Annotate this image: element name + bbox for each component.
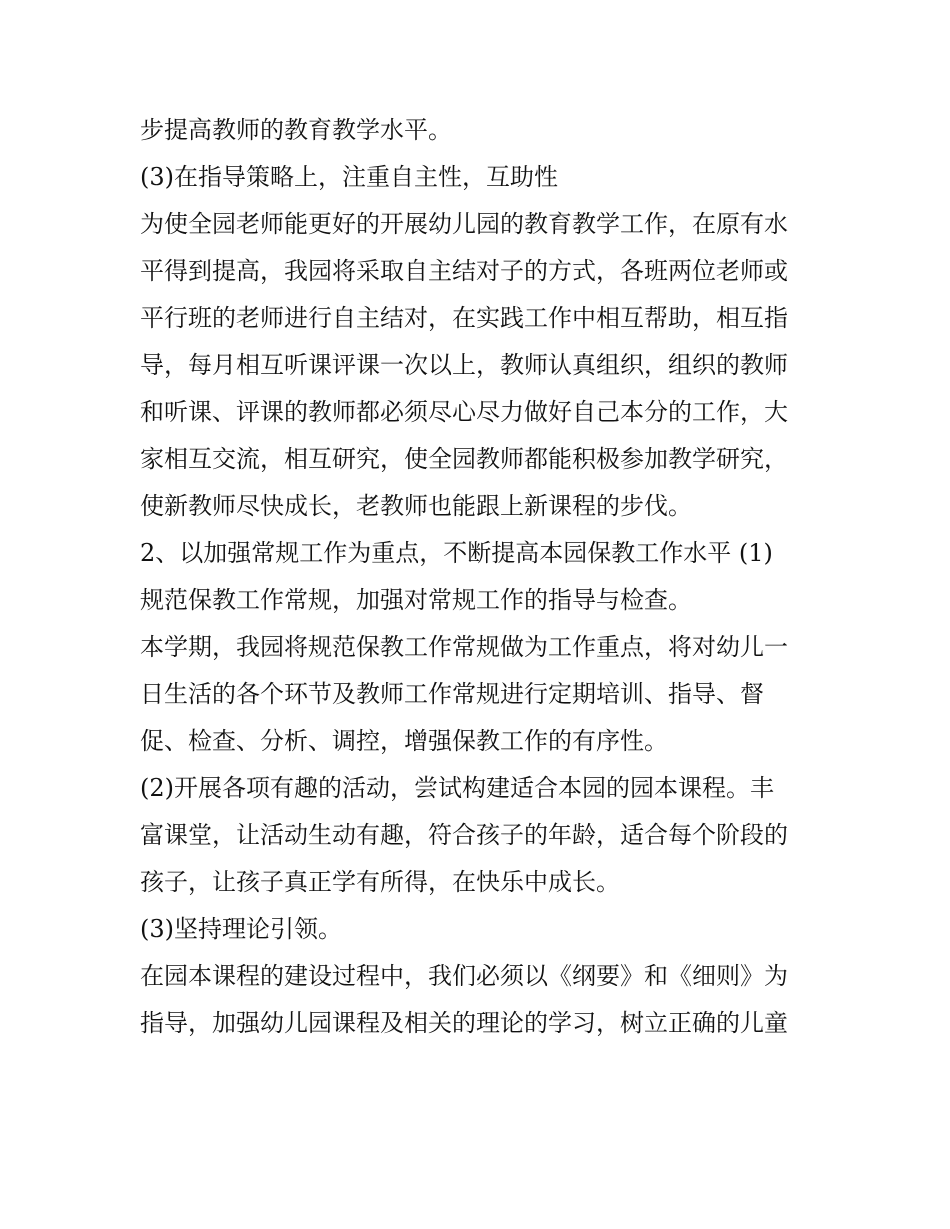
text-line: 步提高教师的教育教学水平。 bbox=[140, 116, 452, 144]
text-line: 平得到提高，我园将采取自主结对子的方式，各班两位老师或 bbox=[140, 257, 788, 285]
text-line: 家相互交流，相互研究，使全园教师都能积极参加教学研究， bbox=[140, 445, 788, 473]
text-line: (3)在指导策略上，注重自主性，互助性 bbox=[140, 163, 558, 191]
text-line: 促、检查、分析、调控，增强保教工作的有序性。 bbox=[140, 727, 668, 755]
text-line: 导，每月相互听课评课一次以上，教师认真组织，组织的教师 bbox=[140, 351, 788, 379]
text-line: 为使全园老师能更好的开展幼儿园的教育教学工作，在原有水 bbox=[140, 210, 788, 238]
text-line: 富课堂，让活动生动有趣，符合孩子的年龄，适合每个阶段的 bbox=[140, 821, 788, 849]
text-line: 和听课、评课的教师都必须尽心尽力做好自己本分的工作，大 bbox=[140, 398, 788, 426]
text-line: 使新教师尽快成长，老教师也能跟上新课程的步伐。 bbox=[140, 492, 692, 520]
text-line: 指导，加强幼儿园课程及相关的理论的学习，树立正确的儿童 bbox=[140, 1009, 788, 1037]
text-line: 规范保教工作常规，加强对常规工作的指导与检查。 bbox=[140, 586, 692, 614]
text-line: (3)坚持理论引领。 bbox=[140, 915, 342, 943]
document-body bbox=[140, 107, 820, 1047]
text-line: 在园本课程的建设过程中，我们必须以《纲要》和《细则》为 bbox=[140, 962, 788, 990]
text-line: (2)开展各项有趣的活动，尝试构建适合本园的园本课程。丰 bbox=[140, 774, 774, 802]
text-line: 日生活的各个环节及教师工作常规进行定期培训、指导、督 bbox=[140, 680, 764, 708]
text-line: 平行班的老师进行自主结对，在实践工作中相互帮助，相互指 bbox=[140, 304, 788, 332]
text-line: 2、以加强常规工作为重点，不断提高本园保教工作水平 (1) bbox=[140, 539, 773, 567]
text-line: 孩子，让孩子真正学有所得，在快乐中成长。 bbox=[140, 868, 620, 896]
text-line: 本学期，我园将规范保教工作常规做为工作重点，将对幼儿一 bbox=[140, 633, 788, 661]
